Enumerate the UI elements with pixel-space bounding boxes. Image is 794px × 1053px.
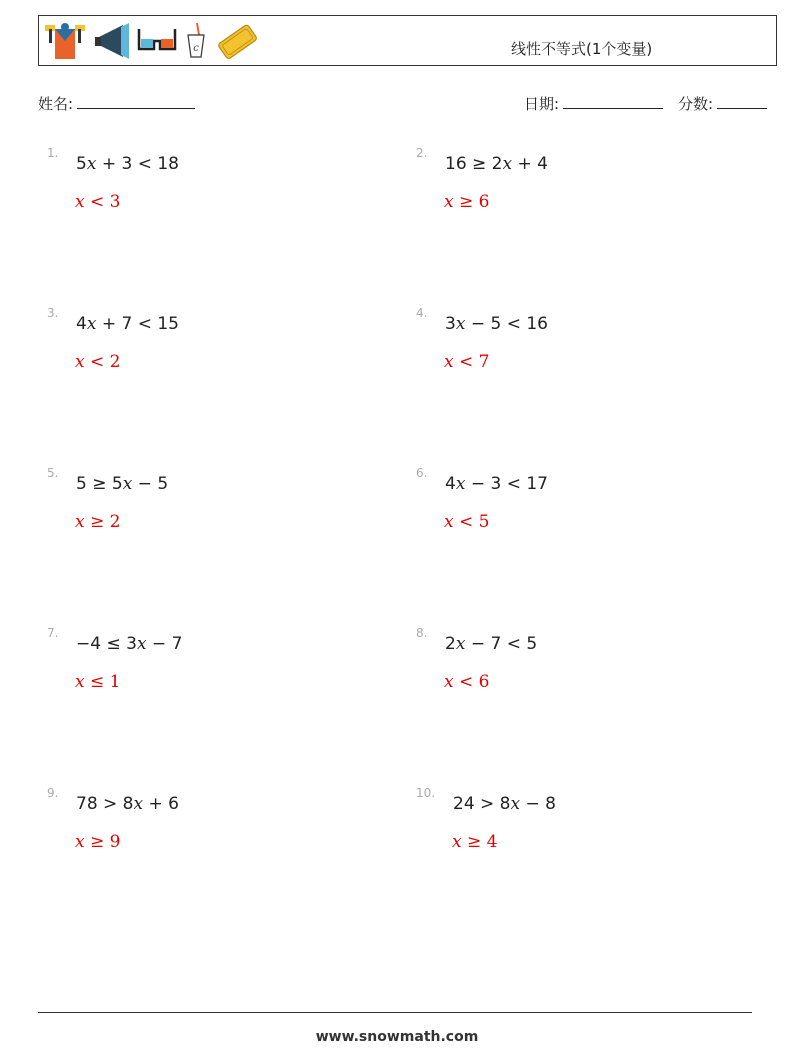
footer-divider (38, 1012, 752, 1013)
score-blank[interactable] (717, 93, 767, 109)
icon-strip (43, 21, 259, 61)
problem-answer: x < 7 (444, 352, 490, 372)
problem-question: 78 > 8x + 6 (76, 794, 179, 814)
footer-site[interactable]: www.snowmath.com (315, 1029, 479, 1045)
problem-question: 2x − 7 < 5 (445, 634, 538, 654)
problem-number: 9. (47, 786, 59, 800)
problem-number: 7. (47, 626, 59, 640)
problem-question: −4 ≤ 3x − 7 (76, 634, 183, 654)
problem-question: 4x − 3 < 17 (445, 474, 548, 494)
cinema-ticket-icon (215, 21, 259, 61)
date-label: 日期: (524, 95, 560, 113)
problem-question: 5x + 3 < 18 (76, 154, 179, 174)
problem-number: 5. (47, 466, 59, 480)
problem-answer: x ≥ 4 (452, 832, 498, 852)
problem-question: 5 ≥ 5x − 5 (76, 474, 169, 494)
page-title: 线性不等式(1个变量) (511, 40, 653, 58)
problem-number: 2. (416, 146, 428, 160)
megaphone-icon (93, 21, 131, 61)
score-label: 分数: (678, 95, 714, 113)
date-field (524, 93, 663, 114)
svg-text:c: c (193, 43, 199, 54)
name-blank[interactable] (77, 93, 195, 109)
date-blank[interactable] (563, 93, 663, 109)
problem-question: 4x + 7 < 15 (76, 314, 179, 334)
problem-number: 3. (47, 306, 59, 320)
score-field (678, 93, 767, 114)
problem-answer: x < 3 (75, 192, 121, 212)
problem-answer: x ≥ 2 (75, 512, 121, 532)
name-field (38, 93, 195, 114)
soda-cup-icon (183, 21, 209, 61)
problem-number: 4. (416, 306, 428, 320)
problem-number: 8. (416, 626, 428, 640)
problem-number: 1. (47, 146, 59, 160)
problem-answer: x < 2 (75, 352, 121, 372)
problem-question: 16 ≥ 2x + 4 (445, 154, 548, 174)
problem-answer: x ≥ 6 (444, 192, 490, 212)
costume-icon (43, 21, 87, 61)
3d-glasses-icon (137, 21, 177, 61)
problem-answer: x < 5 (444, 512, 490, 532)
problem-answer: x < 6 (444, 672, 490, 692)
problem-question: 3x − 5 < 16 (445, 314, 548, 334)
problem-number: 6. (416, 466, 428, 480)
problem-answer: x ≤ 1 (75, 672, 121, 692)
header-box (38, 15, 777, 66)
name-label: 姓名: (38, 95, 74, 113)
problem-answer: x ≥ 9 (75, 832, 121, 852)
problem-number: 10. (416, 786, 436, 800)
problem-question: 24 > 8x − 8 (453, 794, 556, 814)
